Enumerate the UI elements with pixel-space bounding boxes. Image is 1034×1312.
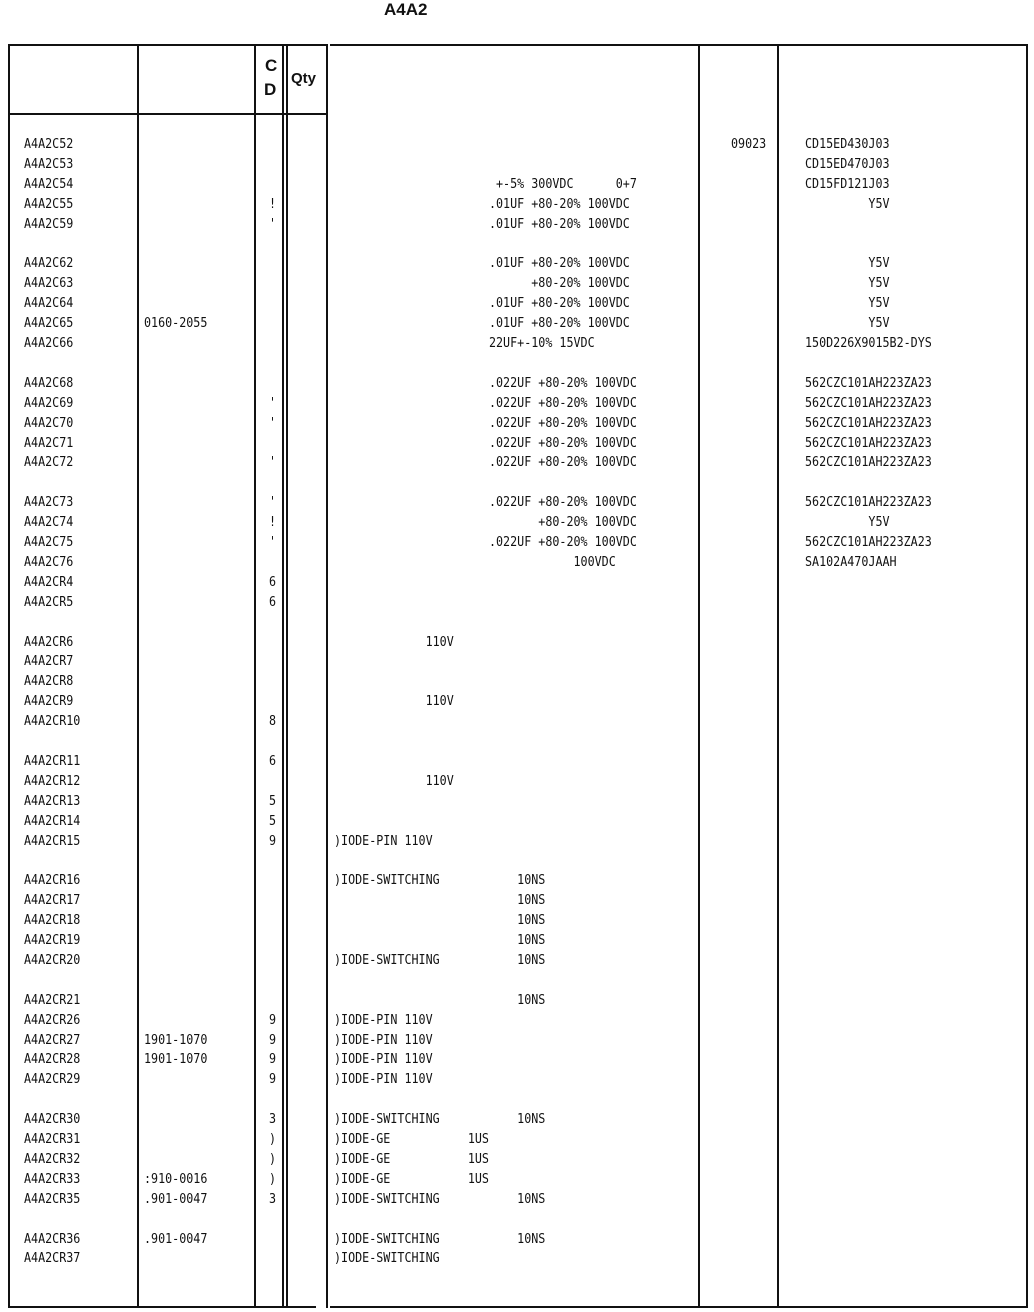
description: .022UF +80-20% 100VDC (334, 435, 637, 451)
description: )IODE-PIN 110V (334, 1012, 433, 1028)
description: .022UF +80-20% 100VDC (334, 415, 637, 431)
reference-designator: A4A2C69 (24, 395, 74, 411)
reference-designator: A4A2CR4 (24, 574, 74, 590)
check-digit: 5 (269, 813, 277, 829)
header-cd-top: C (265, 56, 278, 75)
reference-designator: A4A2CR32 (24, 1151, 81, 1167)
description: )IODE-SWITCHING 10NS (334, 952, 546, 968)
mfr-part-number: Y5V (805, 196, 890, 212)
description: +-5% 300VDC 0+7 (334, 176, 637, 192)
reference-designator: A4A2CR8 (24, 674, 74, 690)
header-qty: Qty (291, 70, 317, 87)
check-digit: ! (269, 515, 277, 531)
part-number: :910-0016 (144, 1171, 208, 1187)
description: 100VDC (334, 554, 616, 570)
reference-designator: A4A2CR33 (24, 1171, 81, 1187)
check-digit: 3 (269, 1112, 277, 1128)
description: .022UF +80-20% 100VDC (334, 535, 637, 550)
page-title: A4A2 (384, 0, 428, 19)
mfr-part-number: 562CZC101AH223ZA23 (805, 495, 932, 511)
description: .01UF +80-20% 100VDC (334, 256, 630, 272)
reference-designator: A4A2CR5 (24, 594, 74, 610)
description: .01UF +80-20% 100VDC (334, 216, 630, 232)
description: .022UF +80-20% 100VDC (334, 495, 637, 511)
mfr-part-number: SA102A470JAAH (805, 554, 897, 570)
table-bottom-border-right (330, 1306, 1028, 1308)
reference-designator: A4A2CR37 (24, 1251, 81, 1267)
check-digit: 9 (269, 1072, 277, 1088)
reference-designator: A4A2CR12 (24, 773, 81, 789)
check-digit: ' (269, 455, 277, 471)
mfr-part-number: 150D226X9015B2-DYS (805, 336, 932, 351)
mfr-part-number: Y5V (805, 316, 890, 332)
reference-designator: A4A2CR26 (24, 1012, 81, 1028)
reference-designator: A4A2C74 (24, 515, 74, 531)
part-number: 1901-1070 (144, 1052, 208, 1068)
column-divider-qty-a (282, 44, 284, 1308)
description: .022UF +80-20% 100VDC (334, 455, 637, 471)
reference-designator: A4A2C59 (24, 216, 74, 232)
check-digit: 9 (269, 1032, 277, 1048)
description: )IODE-SWITCHING 10NS (334, 1191, 546, 1207)
mfr-part-number: 562CZC101AH223ZA23 (805, 435, 932, 451)
description: 110V (334, 773, 454, 789)
column-divider-mfrpart (777, 44, 779, 1308)
description: )IODE-PIN 110V (334, 833, 433, 849)
column-divider-left-edge (8, 44, 10, 1308)
header-separator (8, 113, 326, 115)
description: )IODE-SWITCHING 10NS (334, 873, 546, 889)
reference-designator: A4A2CR9 (24, 694, 74, 710)
reference-designator: A4A2C55 (24, 196, 74, 212)
description: 22UF+-10% 15VDC (334, 336, 595, 351)
table-top-border-right (330, 44, 1028, 46)
reference-designator: A4A2C64 (24, 296, 74, 312)
column-divider-right-edge (1026, 44, 1028, 1308)
description: )IODE-GE 1US (334, 1151, 489, 1167)
check-digit: 8 (269, 714, 277, 730)
mfr-part-number: 562CZC101AH223ZA23 (805, 415, 932, 431)
column-divider-qty-b (286, 44, 288, 1308)
reference-designator: A4A2CR14 (24, 813, 81, 829)
reference-designator: A4A2C70 (24, 415, 74, 431)
reference-designator: A4A2CR30 (24, 1112, 81, 1128)
mfr-part-number: 562CZC101AH223ZA23 (805, 535, 932, 550)
check-digit: ! (269, 196, 277, 212)
check-digit: 9 (269, 833, 277, 849)
mfr-part-number: Y5V (805, 256, 890, 272)
description: 10NS (334, 913, 546, 929)
mfr-part-number: 562CZC101AH223ZA23 (805, 375, 932, 391)
reference-designator: A4A2C66 (24, 336, 74, 351)
part-number: 1901-1070 (144, 1032, 208, 1048)
check-digit: ' (269, 395, 277, 411)
reference-designator: A4A2CR29 (24, 1072, 81, 1088)
description: 10NS (334, 933, 546, 948)
header-cd-bottom: D (264, 80, 277, 99)
column-divider-cd (254, 44, 256, 1308)
reference-designator: A4A2CR27 (24, 1032, 81, 1048)
check-digit: 6 (269, 594, 277, 610)
mfr-part-number: Y5V (805, 515, 890, 531)
description: .01UF +80-20% 100VDC (334, 196, 630, 212)
check-digit: 9 (269, 1012, 277, 1028)
table-bottom-border (8, 1306, 316, 1308)
mfr-part-number: CD15FD121J03 (805, 176, 890, 192)
reference-designator: A4A2C54 (24, 176, 74, 192)
reference-designator: A4A2C52 (24, 137, 74, 152)
reference-designator: A4A2C53 (24, 156, 74, 172)
column-divider-mfr (698, 44, 700, 1308)
part-number: 0160-2055 (144, 316, 208, 332)
description: +80-20% 100VDC (334, 276, 630, 292)
reference-designator: A4A2CR15 (24, 833, 81, 849)
reference-designator: A4A2C63 (24, 276, 74, 292)
description: )IODE-GE 1US (334, 1132, 489, 1147)
description: 10NS (334, 893, 546, 909)
description: )IODE-PIN 110V (334, 1032, 433, 1048)
reference-designator: A4A2CR31 (24, 1132, 81, 1147)
description: 10NS (334, 992, 546, 1008)
part-number: .901-0047 (144, 1191, 208, 1207)
reference-designator: A4A2CR28 (24, 1052, 81, 1068)
reference-designator: A4A2CR17 (24, 893, 81, 909)
description: .01UF +80-20% 100VDC (334, 296, 630, 312)
check-digit: 6 (269, 753, 277, 769)
description: )IODE-SWITCHING 10NS (334, 1231, 546, 1247)
column-divider-part (137, 44, 139, 1308)
description: 110V (334, 694, 454, 710)
reference-designator: A4A2C65 (24, 316, 74, 332)
reference-designator: A4A2CR10 (24, 714, 81, 730)
mfr-part-number: 562CZC101AH223ZA23 (805, 455, 932, 471)
description: .01UF +80-20% 100VDC (334, 316, 630, 332)
mfr-part-number: 562CZC101AH223ZA23 (805, 395, 932, 411)
check-digit: ' (269, 216, 277, 232)
check-digit: ' (269, 495, 277, 511)
mfr-part-number: CD15ED430J03 (805, 137, 890, 152)
reference-designator: A4A2CR6 (24, 634, 74, 650)
reference-designator: A4A2C68 (24, 375, 74, 391)
reference-designator: A4A2C71 (24, 435, 74, 451)
mfr-part-number: Y5V (805, 276, 890, 292)
check-digit: 5 (269, 793, 277, 809)
reference-designator: A4A2CR18 (24, 913, 81, 929)
reference-designator: A4A2C76 (24, 554, 74, 570)
reference-designator: A4A2C72 (24, 455, 74, 471)
part-number: .901-0047 (144, 1231, 208, 1247)
column-divider-desc (326, 44, 328, 1308)
description: .022UF +80-20% 100VDC (334, 375, 637, 391)
mfr-part-number: CD15ED470J03 (805, 156, 890, 172)
mfr-code: 09023 (731, 137, 767, 152)
check-digit: ' (269, 535, 277, 550)
check-digit: ' (269, 415, 277, 431)
description: .022UF +80-20% 100VDC (334, 395, 637, 411)
reference-designator: A4A2CR7 (24, 654, 74, 670)
description: )IODE-SWITCHING 10NS (334, 1112, 546, 1128)
reference-designator: A4A2CR35 (24, 1191, 81, 1207)
description: )IODE-GE 1US (334, 1171, 489, 1187)
reference-designator: A4A2CR16 (24, 873, 81, 889)
description: )IODE-PIN 110V (334, 1072, 433, 1088)
check-digit: 9 (269, 1052, 277, 1068)
reference-designator: A4A2CR13 (24, 793, 81, 809)
check-digit: 3 (269, 1191, 277, 1207)
description: )IODE-SWITCHING (334, 1251, 440, 1267)
description: 110V (334, 634, 454, 650)
reference-designator: A4A2C62 (24, 256, 74, 272)
reference-designator: A4A2CR21 (24, 992, 81, 1008)
reference-designator: A4A2CR11 (24, 753, 81, 769)
description: +80-20% 100VDC (334, 515, 637, 531)
reference-designator: A4A2CR20 (24, 952, 81, 968)
check-digit: ) (269, 1171, 277, 1187)
check-digit: 6 (269, 574, 277, 590)
reference-designator: A4A2C73 (24, 495, 74, 511)
reference-designator: A4A2CR36 (24, 1231, 81, 1247)
reference-designator: A4A2C75 (24, 535, 74, 550)
check-digit: ) (269, 1132, 277, 1147)
reference-designator: A4A2CR19 (24, 933, 81, 948)
table-top-border (8, 44, 328, 46)
check-digit: ) (269, 1151, 277, 1167)
description: )IODE-PIN 110V (334, 1052, 433, 1068)
mfr-part-number: Y5V (805, 296, 890, 312)
